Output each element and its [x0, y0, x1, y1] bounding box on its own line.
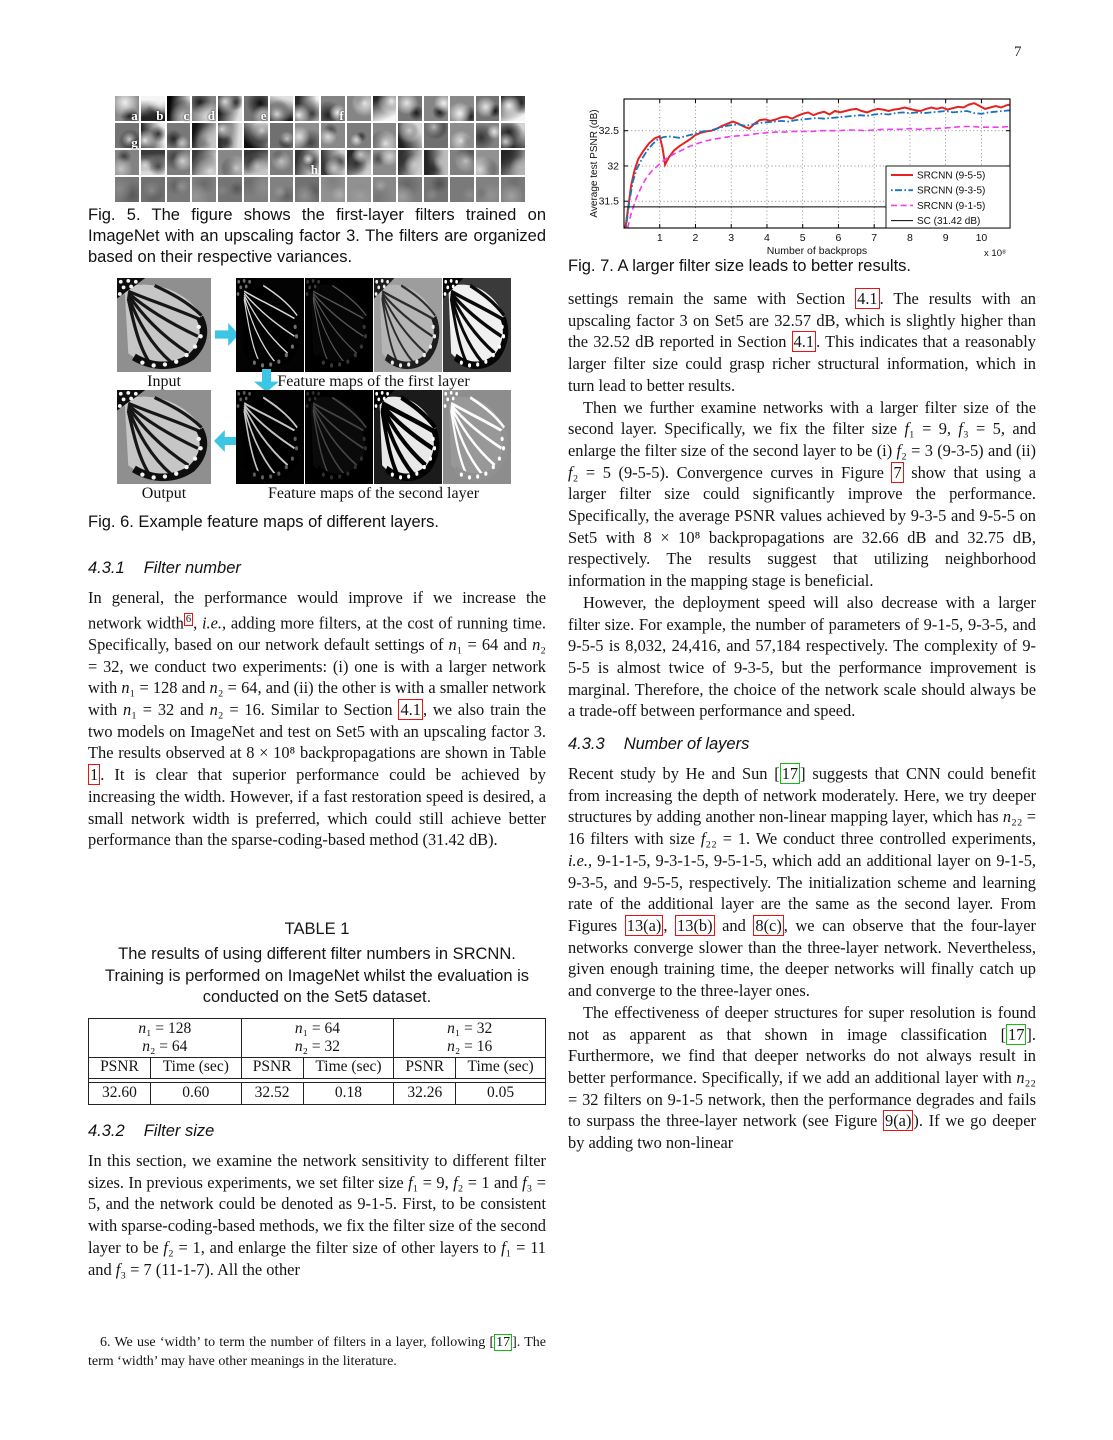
math-var: n [447, 1037, 455, 1055]
citation-link[interactable]: [ 17 ] [774, 764, 806, 784]
footnote-ref-link[interactable]: 6 [185, 613, 192, 625]
filter-tile [141, 123, 165, 148]
feature-map-2-2 [305, 390, 373, 484]
filter-tile [450, 96, 474, 121]
filter-tile [167, 150, 191, 175]
filter-tile [115, 150, 139, 175]
math-var: f [700, 829, 706, 849]
math-var: f [896, 440, 902, 460]
section-title: Filter number [143, 559, 241, 577]
filter-tile [115, 123, 139, 148]
internal-ref-link[interactable]: 1 [90, 765, 99, 785]
filter-tile [115, 177, 139, 202]
internal-ref-link[interactable]: 13(b) [677, 915, 713, 935]
filter-tile [167, 123, 191, 148]
filter-tile [244, 96, 268, 121]
filter-tile [218, 177, 242, 202]
column-header: PSNR [89, 1058, 151, 1079]
filter-tile [476, 96, 500, 121]
filter-tile [347, 177, 371, 202]
axis-text: SRCNN (9-1-5) [917, 200, 986, 212]
arrow-left-icon [214, 430, 238, 452]
math-var: n [1002, 807, 1012, 827]
table-cell: 32.52 [241, 1083, 303, 1105]
math-var: n [532, 634, 541, 654]
filter-tile [501, 96, 525, 121]
column-header: PSNR [241, 1058, 303, 1079]
math-var: n [448, 634, 457, 654]
paragraph-filter-number: In general, the performance would improve if we increase the network width $^6$ , i.e., adding more filters, at the cost of running time. Specifically, based on our network default settings of n₁ = 64 and n₂ = 32, we conduct two experiments: (i) one is with a larger network with n₁ = 128 and n₂ = 64, and (ii) the other is with a smaller network with n₁ = 32 and n₂ = 16. Similar to Section 4.1 , we also train the two models on ImageNet and test on Set5 with an upscaling factor 3. The results observed at 8 × 10⁸ backpropagations are shown in Table 1 . It is clear that superior performance could be achieved by increasing the width. However, if a fast restoration speed is desired, a small network width is preferred, which could still achieve better performance than the sparse-coding-based method (31.42 dB). [88, 588, 546, 850]
feature-map-2-4 [443, 390, 511, 484]
citation-link[interactable]: [ 17 ] [489, 1335, 517, 1350]
filter-label: g [131, 135, 138, 150]
filter-tile [398, 123, 422, 148]
filter-tile [167, 177, 191, 202]
axis-text: 8 [907, 232, 913, 244]
filter-tile [501, 123, 525, 148]
fig6-input-label: Input [147, 373, 181, 390]
axis-text: 6 [835, 232, 842, 244]
citation-number[interactable]: 17 [781, 764, 799, 784]
math-var: f [568, 462, 573, 482]
filter-tile [476, 177, 500, 202]
section-number: 4.3.2 [88, 1122, 125, 1140]
filter-tile [424, 123, 448, 148]
section-4-3-3-heading [568, 735, 1036, 754]
feature-map-1-3 [374, 278, 442, 372]
internal-ref-link[interactable]: 8(c) [755, 915, 782, 935]
filter-tile [115, 96, 139, 121]
math-var: n [1016, 1067, 1025, 1087]
filter-tile [321, 123, 345, 148]
internal-ref-link[interactable]: 4.1 [400, 699, 421, 719]
axis-text: Number of backprops [766, 245, 868, 257]
filter-tile [192, 123, 216, 148]
math-var: f [453, 1172, 458, 1192]
filter-tile [373, 96, 397, 121]
filter-label: h [310, 162, 318, 177]
filter-tile [192, 96, 216, 121]
axis-text: 10 [975, 232, 988, 244]
internal-ref-link[interactable]: 13(a) [626, 915, 662, 935]
filter-tile [450, 150, 474, 175]
filter-tile [141, 177, 165, 202]
filter-label: a [131, 108, 138, 123]
citation-link[interactable]: [ 17 ] [1000, 1024, 1032, 1044]
fig5-filter-grid [115, 96, 525, 202]
table-cell: 0.60 [150, 1083, 241, 1105]
feature-map-1-4 [443, 278, 511, 372]
internal-ref-link[interactable]: 7 [893, 462, 902, 482]
group-header: n₁ = 64 n₂ = 32 [241, 1019, 394, 1058]
filter-tile [501, 150, 525, 175]
filter-tile [218, 150, 242, 175]
filter-tile [141, 150, 165, 175]
fig6-caption: Fig. 6. Example feature maps of different layers. [88, 513, 439, 531]
axis-text: 7 [871, 232, 878, 244]
math-var: n [209, 678, 218, 698]
filter-tile [321, 150, 345, 175]
table-cell: 32.26 [394, 1083, 456, 1105]
footnote: 6. We use ‘width’ to term the number of filters in a layer, following [ 17 ]. The term ‘width’ may have other meanings in the literature. [88, 1335, 546, 1369]
filter-tile [244, 123, 268, 148]
math-var: n [138, 1020, 147, 1037]
axis-text: SC (31.42 dB) [917, 216, 981, 228]
filter-tile [347, 150, 371, 175]
fig7-chart [586, 92, 1038, 264]
math-var: f [501, 1237, 506, 1257]
page-number: 7 [1014, 44, 1022, 60]
math-var: n [142, 1037, 150, 1055]
feature-map-1-2 [305, 278, 373, 372]
section-title: Filter size [143, 1122, 215, 1140]
filter-tile [244, 150, 268, 175]
math-var: n [294, 1037, 303, 1055]
filter-tile [424, 150, 448, 175]
filter-label: f [339, 108, 344, 123]
math-var: n [294, 1020, 303, 1037]
math-var: n [122, 699, 132, 719]
filter-tile [270, 177, 294, 202]
filter-tile [244, 177, 268, 202]
fig7-caption: Fig. 7. A larger filter size leads to better results. [568, 257, 911, 275]
math-var: f [408, 1172, 413, 1192]
feature-map-1-1 [236, 278, 304, 372]
filter-tile [373, 177, 397, 202]
table-cell: 0.05 [456, 1083, 546, 1105]
axis-text: SRCNN (9-5-5) [917, 170, 986, 182]
filter-tile [476, 123, 500, 148]
axis-text: SRCNN (9-3-5) [917, 185, 986, 197]
internal-ref-link[interactable]: 4.1 [857, 289, 878, 308]
axis-text: 4 [764, 232, 770, 244]
citation-number[interactable]: 17 [1008, 1024, 1025, 1044]
filter-tile [501, 177, 525, 202]
filter-tile [398, 177, 422, 202]
axis-text: 2 [692, 232, 699, 244]
internal-ref-link[interactable]: 9(a) [885, 1111, 912, 1131]
filter-tile [321, 96, 345, 121]
filter-tile [424, 96, 448, 121]
table-row [89, 1083, 546, 1105]
math-var: f [958, 419, 963, 439]
fig6-panel [88, 278, 546, 508]
filter-label: c [183, 108, 190, 123]
axis-text: 3 [728, 232, 735, 244]
math-var: n [121, 678, 130, 698]
filter-tile [321, 177, 345, 202]
axis-text: 9 [942, 232, 949, 244]
filter-tile [450, 177, 474, 202]
column-header: Time (sec) [456, 1058, 546, 1079]
axis-text: x 10⁸ [984, 248, 1006, 259]
group-header: n₁ = 32 n₂ = 16 [394, 1019, 546, 1058]
filter-tile [347, 96, 371, 121]
math-var: n [447, 1020, 455, 1037]
section-title: Number of layers [623, 735, 750, 754]
filter-tile [398, 96, 422, 121]
table1-title: TABLE 1 [284, 920, 350, 938]
fig6-fm1-label: Feature maps of the first layer [277, 373, 470, 390]
paragraph-settings: settings remain the same with Section 4.1 . The results with an upscaling factor 3 on Set5 are 32.57 dB, which is slightly higher than the 32.52 dB reported in Section 4.1 . This indicates that a reasonably larger filter size could grasp richer structural information, which in turn lead to better results. [568, 289, 1036, 395]
table1-caption: The results of using different filter numbers in SRCNN. Training is performed on ImageNet whilst the evaluation is conducted on the Set5 dataset. [104, 945, 529, 1006]
column-header: PSNR [394, 1058, 456, 1079]
section-number: 4.3.1 [88, 559, 125, 577]
italic-text: i.e., [201, 613, 227, 633]
paragraph-deployment-speed: However, the deployment speed will also decrease with a larger filter size. For example, the number of parameters of 9-1-5, 9-3-5, and 9-5-5 is 8,032, 24,416, and 57,184 respectively. The complexity of 9-5-5 is almost twice of 9-3-5, but the performance improvement is marginal. Therefore, the choice of the network scale should always be a trade-off between performance and speed. [568, 592, 1036, 721]
fig6-fm2-label: Feature maps of the second layer [267, 485, 480, 502]
math-var: f [522, 1172, 527, 1192]
filter-tile [295, 96, 319, 121]
filter-tile [476, 150, 500, 175]
filter-label: e [260, 108, 267, 123]
filter-tile [192, 150, 216, 175]
filter-tile [295, 123, 319, 148]
axis-text: 32.5 [598, 125, 619, 138]
math-var: n [209, 699, 218, 719]
column-header: Time (sec) [303, 1058, 394, 1079]
table-cell: 0.18 [303, 1083, 394, 1105]
table1 [88, 1018, 546, 1105]
axis-text: 32 [607, 160, 619, 173]
feature-map-2-3 [374, 390, 442, 484]
table-row [89, 1058, 546, 1079]
axis-text: 5 [799, 232, 806, 244]
column-header: Time (sec) [150, 1058, 241, 1079]
filter-tile [373, 123, 397, 148]
math-var: f [115, 1259, 121, 1279]
paragraph-larger-filter: Then we further examine networks with a larger filter size of the second layer. Specifically, we fix the filter size f₁ = 9, f₃ = 5, and enlarge the filter size of the second layer to be (i) f₂ = 3 (9-3-5) and (ii) f₂ = 5 (9-5-5). Convergence curves in Figure 7 show that using a larger filter size could significantly improve the performance. Specifically, the average PSNR values achieved by 9-3-5 and 9-5-5 on Set5 with 8 × 10⁸ backpropagations are 32.66 dB and 32.75 dB, respectively. The results suggest that utilizing neighborhood information in the mapping stage is beneficial. [568, 397, 1036, 591]
filter-tile [347, 123, 371, 148]
math-var: f [163, 1237, 168, 1257]
feature-map-2-1 [236, 390, 304, 484]
filter-tile [398, 150, 422, 175]
filter-tile [450, 123, 474, 148]
group-header: n₁ = 128 n₂ = 64 [89, 1019, 242, 1058]
input-image [117, 278, 211, 372]
filter-tile [192, 177, 216, 202]
fig7-plot [586, 92, 1038, 264]
filter-tile [218, 123, 242, 148]
paragraph-depth-study: Recent study by He and Sun [ 17 ] suggests that CNN could benefit from increasing the depth of network moderately. Here, we try deeper structures by adding another non-linear mapping layer, which has n₂₂ = 16 filters with size f₂₂ = 1. We conduct three controlled experiments, i.e., 9-1-1-5, 9-3-1-5, 9-5-1-5, which add an additional layer on 9-1-5, 9-3-5, and 9-5-5, respectively. The initialization scheme and learning rate of the additional layer are the same as the second layer. From Figures 13(a) , 13(b) and 8(c) , we can observe that the four-layer networks converge slower than the three-layer network. Nevertheless, given enough training time, the deeper networks will finally catch up and converge to the three-layer ones. [568, 764, 1036, 1001]
italic-text: i.e., [568, 850, 593, 870]
paragraph-filter-size: In this section, we examine the network sensitivity to different filter sizes. In previous experiments, we set filter size f₁ = 9, f₂ = 1 and f₃ = 5, and the network could be denoted as 9-1-5. First, to be consistent with sparse-coding-based methods, we fix the filter size of the second layer to be f₂ = 1, and enlarge the filter size of other layers to f₁ = 11 and f₃ = 7 (11-1-7). All the other [88, 1151, 546, 1279]
fig5-caption: Fig. 5. The figure shows the first-layer filters trained on ImageNet with an upscaling factor 3. The filters are organized based on their respective variances. [88, 206, 546, 266]
fig6-output-label: Output [141, 485, 187, 502]
filter-tile [218, 96, 242, 121]
internal-ref-link[interactable]: 4.1 [793, 332, 815, 352]
axis-text: 1 [656, 232, 663, 244]
filter-tile [141, 96, 165, 121]
filter-tile [295, 177, 319, 202]
filter-tile [167, 96, 191, 121]
output-image [117, 390, 211, 484]
filter-tile [373, 150, 397, 175]
table-cell: 32.60 [89, 1083, 151, 1105]
axis-text: 31.5 [598, 195, 619, 208]
filter-label: b [156, 108, 164, 123]
table-row [89, 1019, 546, 1058]
math-var: f [904, 419, 910, 439]
filter-label: d [207, 108, 215, 123]
section-4-3-1-heading [88, 559, 546, 578]
filter-tile [270, 150, 294, 175]
filter-tile [270, 123, 294, 148]
section-4-3-2-heading [88, 1122, 546, 1141]
section-number: 4.3.3 [568, 735, 605, 754]
filter-tile [270, 96, 294, 121]
citation-number[interactable]: 17 [496, 1335, 511, 1350]
filter-tile [295, 150, 319, 175]
filter-tile [424, 177, 448, 202]
axis-text: Average test PSNR (dB) [589, 109, 600, 218]
paragraph-deeper-effectiveness: The effectiveness of deeper structures for super resolution is found not as apparent as that shown in image classification [ 17 ]. Furthermore, we find that deeper networks do not always result in better performance. Specifically, if we add an additional layer with n₂₂ = 32 filters on 9-1-5 network, then the performance degrades and fails to surpass the three-layer network (see Figure 9(a) ). If we go deeper by adding two non-linear [568, 1002, 1036, 1153]
